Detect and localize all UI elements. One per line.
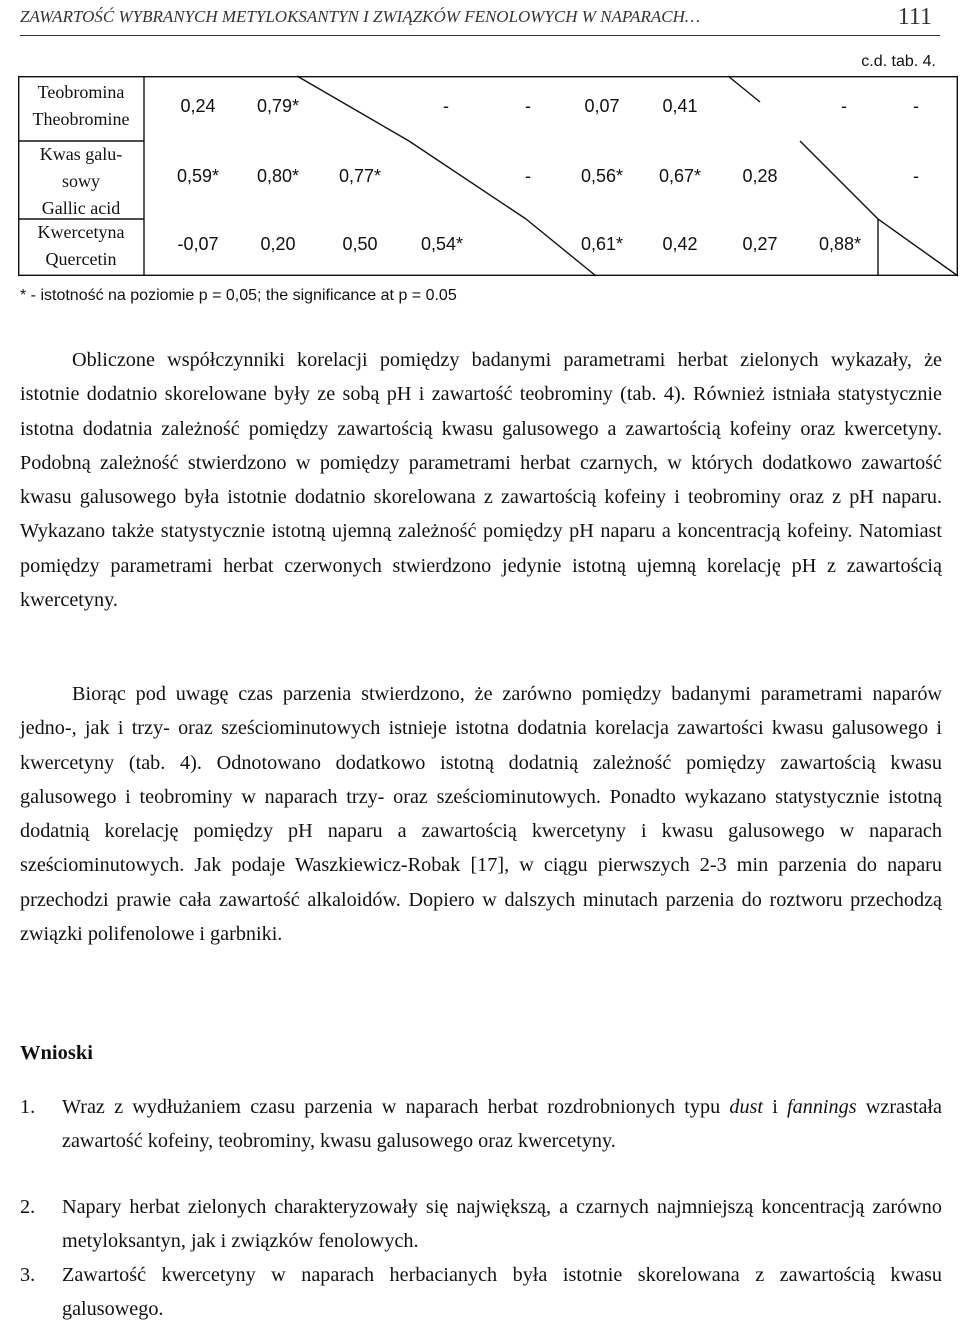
running-header xyxy=(20,2,940,32)
table-continuation-label: c.d. tab. 4. xyxy=(861,53,936,70)
conclusion-number: 2. xyxy=(20,1196,36,1218)
diagonal-line xyxy=(800,141,878,219)
table-cell: 0,77* xyxy=(338,166,382,186)
table-cell: - xyxy=(913,166,919,186)
diagonal-line xyxy=(878,219,958,276)
table-cell: - xyxy=(525,166,531,186)
table-cell: 0,88* xyxy=(818,234,862,254)
conclusion-number: 1. xyxy=(20,1096,36,1118)
table-cell: 0,07 xyxy=(584,96,620,116)
table-cell: - xyxy=(443,96,449,116)
page-number: 111 xyxy=(897,4,932,30)
body-paragraph: Obliczone współczynniki korelacji pomiędzy badanymi parametrami herbat zielonych wykazały, że istotnie dodatnio skorelowane były ze sobą pH i zawartość teobrominy (tab. 4). Również istniała statystycznie istotna dodatnia zależność pomiędzy zawartością kwasu galusowego a zawartością kofeiny oraz kwercetyny. Podobną zależność stwierdzono w pomiędzy parametrami herbat czarnych, w których dodatkowo zawartość kwasu galusowego była istotnie dodatnio skorelowana z zawartością kofeiny i teobrominy oraz z pH naparu. Wykazano także statystycznie istotną ujemną zależność pomiędzy pH naparu a koncentracją kofeiny. Natomiast pomiędzy parametrami herbat czerwonych stwierdzono jedynie istotną ujemną korelację pH z zawartością kwercetyny. xyxy=(20,349,942,612)
table-cell: 0,80* xyxy=(256,166,300,186)
table-grid xyxy=(18,76,958,276)
table-cell: 0,27 xyxy=(742,234,778,254)
conclusion-item xyxy=(20,1258,942,1327)
conclusion-text: Napary herbat zielonych charakteryzowały się największą, a czarnych najmniejszą koncentracją zarówno metyloksantyn, jak i związków fenolowych. xyxy=(62,1196,942,1253)
correlation-table xyxy=(18,76,958,276)
conclusion-item xyxy=(20,1190,942,1259)
table-border xyxy=(19,77,958,276)
section-heading-conclusions: Wnioski xyxy=(20,1042,93,1064)
conclusion-text: Zawartość kwercetyny w naparach herbacianych była istotnie skorelowana z zawartością kwasu galusowego. xyxy=(62,1264,942,1321)
row-label-quercetin: Kwercetyna Quercetin xyxy=(37,222,125,269)
conclusion-item xyxy=(20,1090,942,1159)
table-cell: 0,61* xyxy=(580,234,624,254)
table-cell: 0,28 xyxy=(742,166,778,186)
table-cell: 0,42 xyxy=(662,234,698,254)
diagonal-line xyxy=(297,76,409,141)
table-cell: 0,50 xyxy=(342,234,378,254)
conclusion-number: 3. xyxy=(20,1264,36,1286)
header-rule xyxy=(20,35,940,36)
table-cell: - xyxy=(841,96,847,116)
table-cell: 0,56* xyxy=(580,166,624,186)
diagonal-line xyxy=(728,76,760,102)
table-cell: -0,07 xyxy=(177,234,219,254)
table-cell: 0,20 xyxy=(260,234,296,254)
table-cell: 0,41 xyxy=(662,96,698,116)
table-cell: - xyxy=(913,96,919,116)
diagonal-line xyxy=(409,141,526,219)
table-cell: 0,24 xyxy=(180,96,216,116)
row-label-gallic-acid: Kwas galu- sowy Gallic acid xyxy=(39,144,123,218)
table-cell: 0,54* xyxy=(420,234,464,254)
row-label-theobromine: Teobromina Theobromine xyxy=(32,82,130,129)
table-cell: 0,79* xyxy=(256,96,300,116)
conclusion-text: Wraz z wydłużaniem czasu parzenia w naparach herbat rozdrobnionych typu dust i fannings wzrastała zawartość kofeiny, teobrominy, kwasu galusowego oraz kwercetyny. xyxy=(62,1096,942,1153)
table-footnote: * - istotność na poziomie p = 0,05; the significance at p = 0.05 xyxy=(20,287,457,304)
body-paragraph: Biorąc pod uwagę czas parzenia stwierdzono, że zarówno pomiędzy badanymi parametrami naparów jedno-, jak i trzy- oraz sześciominutowych istnieje istotna dodatnia korelacja zawartości kwasu galusowego i kwercetyny (tab. 4). Odnotowano dodatkowo istotną dodatnią zależność pomiędzy zawartością kwasu galusowego i teobrominy w naparach trzy- oraz sześciominutowych. Ponadto wykazano statystycznie istotną dodatnią korelację pomiędzy pH naparu a zawartością kwercetyny i kwasu galusowego w naparach sześciominutowych. Jak podaje Waszkiewicz-Robak [17], w ciągu pierwszych 2-3 min parzenia do naparu przechodzi prawie cała zawartość alkaloidów. Dopiero w dalszych minutach parzenia do roztworu przechodzą związki polifenolowe i garbniki. xyxy=(20,683,942,946)
table-cell: 0,67* xyxy=(658,166,702,186)
table-cell: 0,59* xyxy=(176,166,220,186)
table-cell: - xyxy=(525,96,531,116)
running-title: ZAWARTOŚĆ WYBRANYCH METYLOKSANTYN I ZWIĄZKÓW FENOLOWYCH W NAPARACH… xyxy=(20,7,700,26)
